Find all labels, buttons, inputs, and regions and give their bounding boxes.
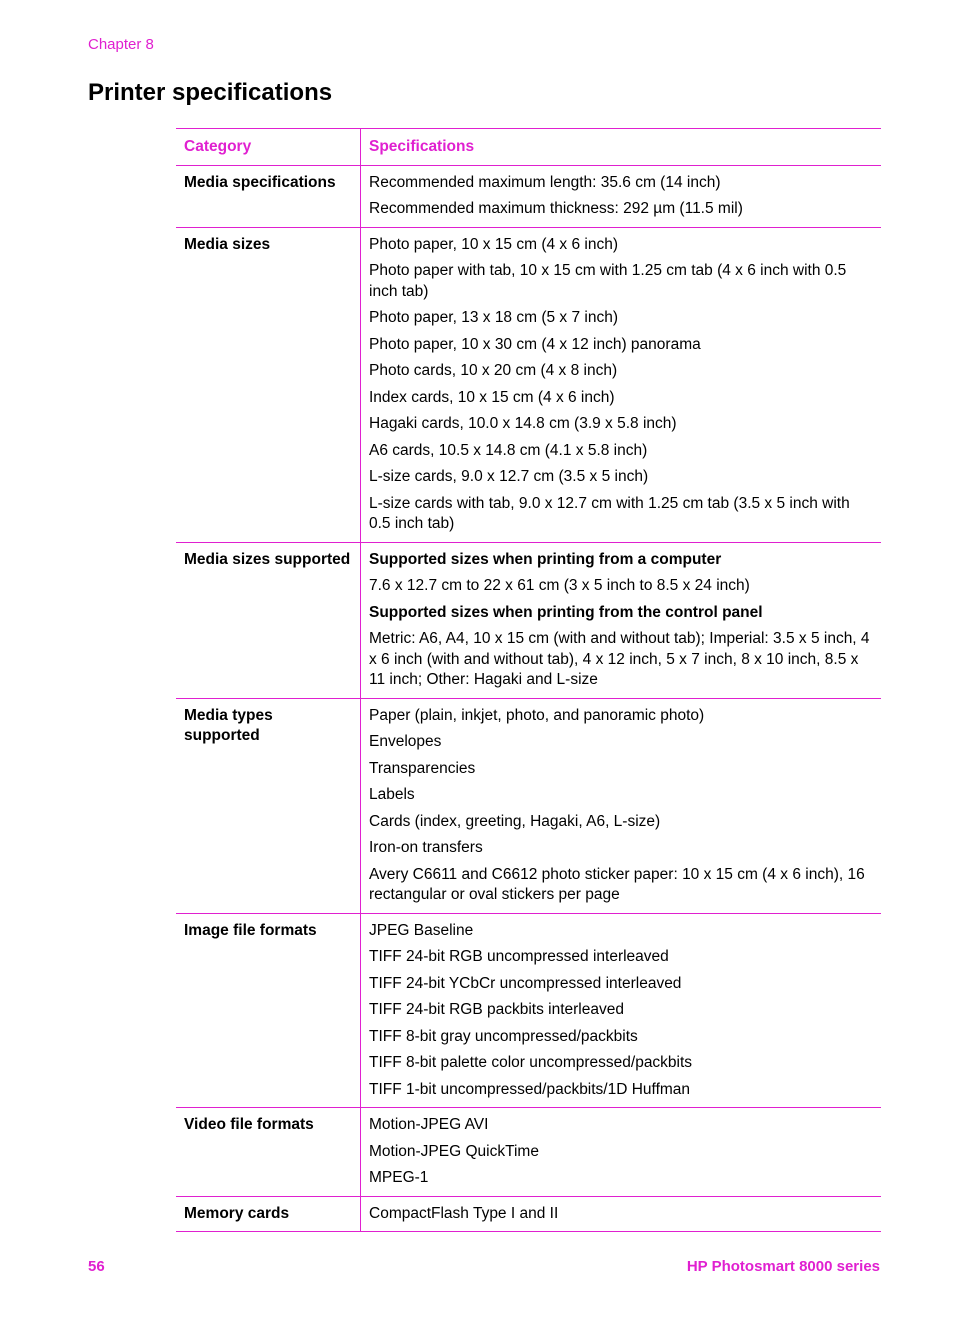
- category-cell: Media sizes supported: [176, 542, 361, 698]
- spec-item: L-size cards, 9.0 x 12.7 cm (3.5 x 5 inch): [369, 468, 649, 485]
- spec-item: TIFF 8-bit gray uncompressed/packbits: [369, 1027, 638, 1045]
- spec-item: Hagaki cards, 10.0 x 14.8 cm (3.9 x 5.8 inch): [369, 415, 677, 432]
- spec-item: Paper (plain, inkjet, photo, and panoramic photo): [369, 706, 705, 724]
- spec-item: CompactFlash Type I and II: [369, 1204, 559, 1222]
- spec-item: Photo paper, 13 x 18 cm (5 x 7 inch): [369, 309, 618, 326]
- column-header-specifications: Specifications: [361, 129, 882, 166]
- spec-item: Photo paper with tab, 10 x 15 cm with 1.25 cm tab (4 x 6 inch with 0.5 inch tab): [369, 262, 847, 300]
- table-row: [176, 913, 881, 1108]
- spec-item: TIFF 24-bit RGB packbits interleaved: [369, 1001, 624, 1018]
- table-row: [176, 698, 881, 913]
- table-header: [176, 129, 881, 166]
- category-cell: Memory cards: [176, 1196, 361, 1232]
- specifications-cell: [361, 165, 882, 227]
- category-cell: Media specifications: [176, 165, 361, 227]
- table-header-row: [176, 129, 881, 166]
- product-name: HP Photosmart 8000 series: [686, 1258, 880, 1275]
- spec-item: Recommended maximum thickness: 292 µm (11.5 mil): [369, 200, 743, 217]
- spec-item: Photo paper, 10 x 15 cm (4 x 6 inch): [369, 235, 618, 253]
- spec-item: Envelopes: [369, 733, 442, 750]
- spec-item: Metric: A6, A4, 10 x 15 cm (with and without tab); Imperial: 3.5 x 5 inch, 4 x 6 inch (with and without tab), 4 x 12 inch, 5 x 7 inch, 8 x 10 inch, 8.5 x 11 inch; Other: Hagaki and L-size: [369, 630, 870, 688]
- spec-item: Cards (index, greeting, Hagaki, A6, L-size): [369, 812, 661, 830]
- specifications-cell: [361, 1108, 882, 1197]
- spec-item: TIFF 1-bit uncompressed/packbits/1D Huffman: [369, 1080, 691, 1098]
- table-row: [176, 1108, 881, 1197]
- category-cell: Video file formats: [176, 1108, 361, 1197]
- spec-item: TIFF 8-bit palette color uncompressed/packbits: [369, 1054, 693, 1071]
- table-body: [176, 165, 881, 1232]
- table-row: [176, 542, 881, 698]
- spec-item: MPEG-1: [369, 1169, 429, 1186]
- spec-item: L-size cards with tab, 9.0 x 12.7 cm with 1.25 cm tab (3.5 x 5 inch with 0.5 inch tab): [369, 494, 850, 532]
- spec-item: Photo paper, 10 x 30 cm (4 x 12 inch) panorama: [369, 335, 701, 353]
- chapter-label: Chapter 8: [88, 36, 154, 53]
- category-cell: Image file formats: [176, 913, 361, 1108]
- spec-item: A6 cards, 10.5 x 14.8 cm (4.1 x 5.8 inch): [369, 441, 648, 459]
- page-title: Printer specifications: [88, 79, 333, 106]
- specifications-cell: [361, 1196, 882, 1232]
- spec-item: Avery C6611 and C6612 photo sticker paper: 10 x 15 cm (4 x 6 inch), 16 rectangular or oval stickers per page: [369, 865, 865, 903]
- specifications-cell: [361, 913, 882, 1108]
- spec-item: JPEG Baseline: [369, 921, 474, 939]
- spec-item: Transparencies: [369, 759, 476, 777]
- specifications-table: [176, 128, 881, 1232]
- table-row: [176, 165, 881, 227]
- spec-item: Motion-JPEG AVI: [369, 1116, 489, 1133]
- spec-item: Index cards, 10 x 15 cm (4 x 6 inch): [369, 388, 615, 406]
- spec-item: 7.6 x 12.7 cm to 22 x 61 cm (3 x 5 inch to 8.5 x 24 inch): [369, 577, 750, 594]
- specifications-cell: [361, 698, 882, 913]
- spec-item: Labels: [369, 786, 415, 803]
- spec-item: Iron-on transfers: [369, 839, 483, 856]
- spec-subheading: Supported sizes when printing from the control panel: [369, 603, 763, 621]
- column-header-category: Category: [176, 129, 361, 166]
- category-cell: Media sizes: [176, 227, 361, 542]
- table-row: [176, 227, 881, 542]
- spec-item: TIFF 24-bit YCbCr uncompressed interleaved: [369, 974, 682, 992]
- spec-item: Recommended maximum length: 35.6 cm (14 inch): [369, 173, 721, 191]
- specifications-cell: [361, 227, 882, 542]
- spec-subheading: Supported sizes when printing from a computer: [369, 550, 722, 568]
- category-cell: Media types supported: [176, 698, 361, 913]
- page-number: 56: [88, 1258, 105, 1275]
- spec-item: TIFF 24-bit RGB uncompressed interleaved: [369, 948, 669, 965]
- spec-item: Motion-JPEG QuickTime: [369, 1142, 539, 1160]
- spec-item: Photo cards, 10 x 20 cm (4 x 8 inch): [369, 362, 618, 379]
- table-row: [176, 1196, 881, 1232]
- specifications-cell: [361, 542, 882, 698]
